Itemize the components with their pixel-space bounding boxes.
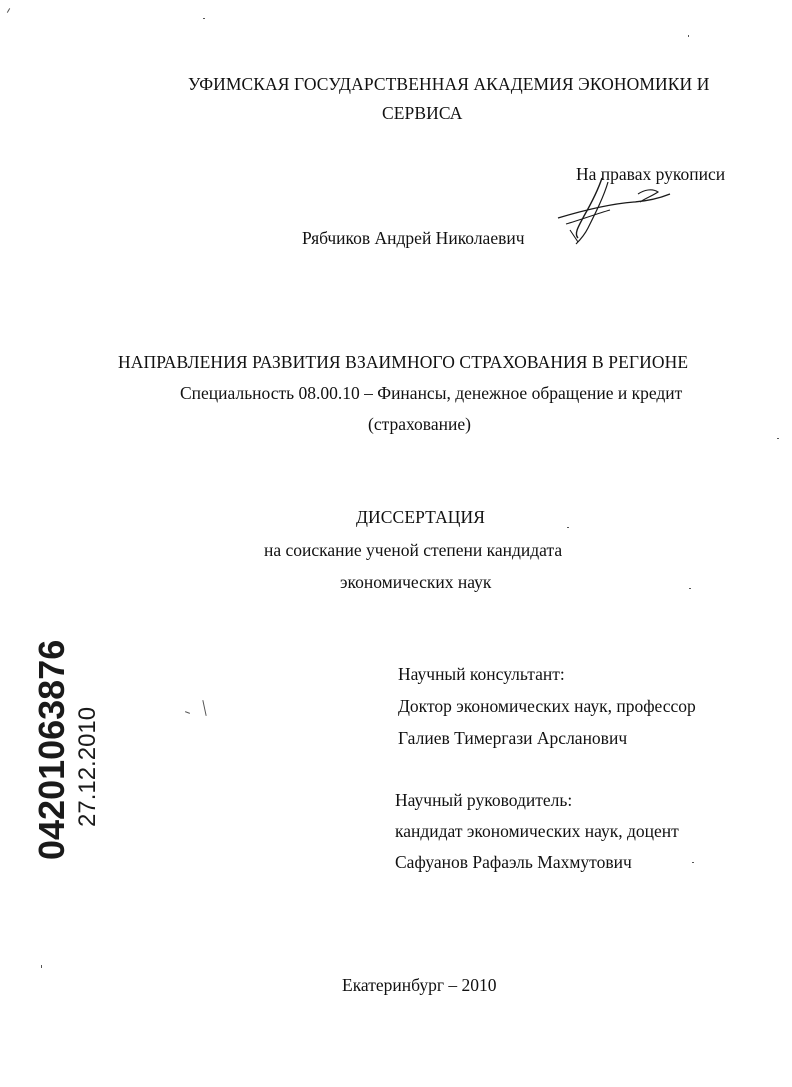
institution-name-line-1: УФИМСКАЯ ГОСУДАРСТВЕННАЯ АКАДЕМИЯ ЭКОНОМИКИ И xyxy=(188,74,710,94)
scan-speck xyxy=(202,700,206,716)
dissertation-title: НАПРАВЛЕНИЯ РАЗВИТИЯ ВЗАИМНОГО СТРАХОВАНИЯ В РЕГИОНЕ xyxy=(118,352,689,372)
consultant-label: Научный консультант: xyxy=(398,664,565,684)
scan-speck xyxy=(185,711,190,714)
stamp-number: 04201063876 xyxy=(31,639,72,860)
scan-speck xyxy=(688,35,689,37)
consultant-degree: Доктор экономических наук, профессор xyxy=(398,696,696,716)
scan-speck xyxy=(41,965,42,968)
stamp-date: 27.12.2010 xyxy=(74,706,101,827)
work-type-line-1: на соискание ученой степени кандидата xyxy=(264,540,563,560)
scan-speck xyxy=(777,438,779,439)
scan-speck xyxy=(692,862,694,863)
consultant-name: Галиев Тимергази Арсланович xyxy=(398,728,628,748)
author-name: Рябчиков Андрей Николаевич xyxy=(302,228,525,248)
supervisor-degree: кандидат экономических наук, доцент xyxy=(395,821,679,841)
scan-speck xyxy=(7,8,10,13)
work-type-heading: ДИССЕРТАЦИЯ xyxy=(356,507,486,527)
signature-mark xyxy=(548,172,678,250)
place-year: Екатеринбург – 2010 xyxy=(342,975,497,995)
institution-name-line-2: СЕРВИСА xyxy=(382,103,463,123)
scan-speck xyxy=(203,18,205,19)
scan-speck xyxy=(567,527,569,528)
work-type-line-2: экономических наук xyxy=(340,572,492,592)
specialty-line-2: (страхование) xyxy=(368,414,471,434)
manuscript-note: На правах рукописи xyxy=(576,164,726,184)
supervisor-name: Сафуанов Рафаэль Махмутович xyxy=(395,852,632,872)
specialty-line-1: Специальность 08.00.10 – Финансы, денежное обращение и кредит xyxy=(180,383,683,403)
supervisor-label: Научный руководитель: xyxy=(395,790,573,810)
scan-speck xyxy=(689,588,691,589)
